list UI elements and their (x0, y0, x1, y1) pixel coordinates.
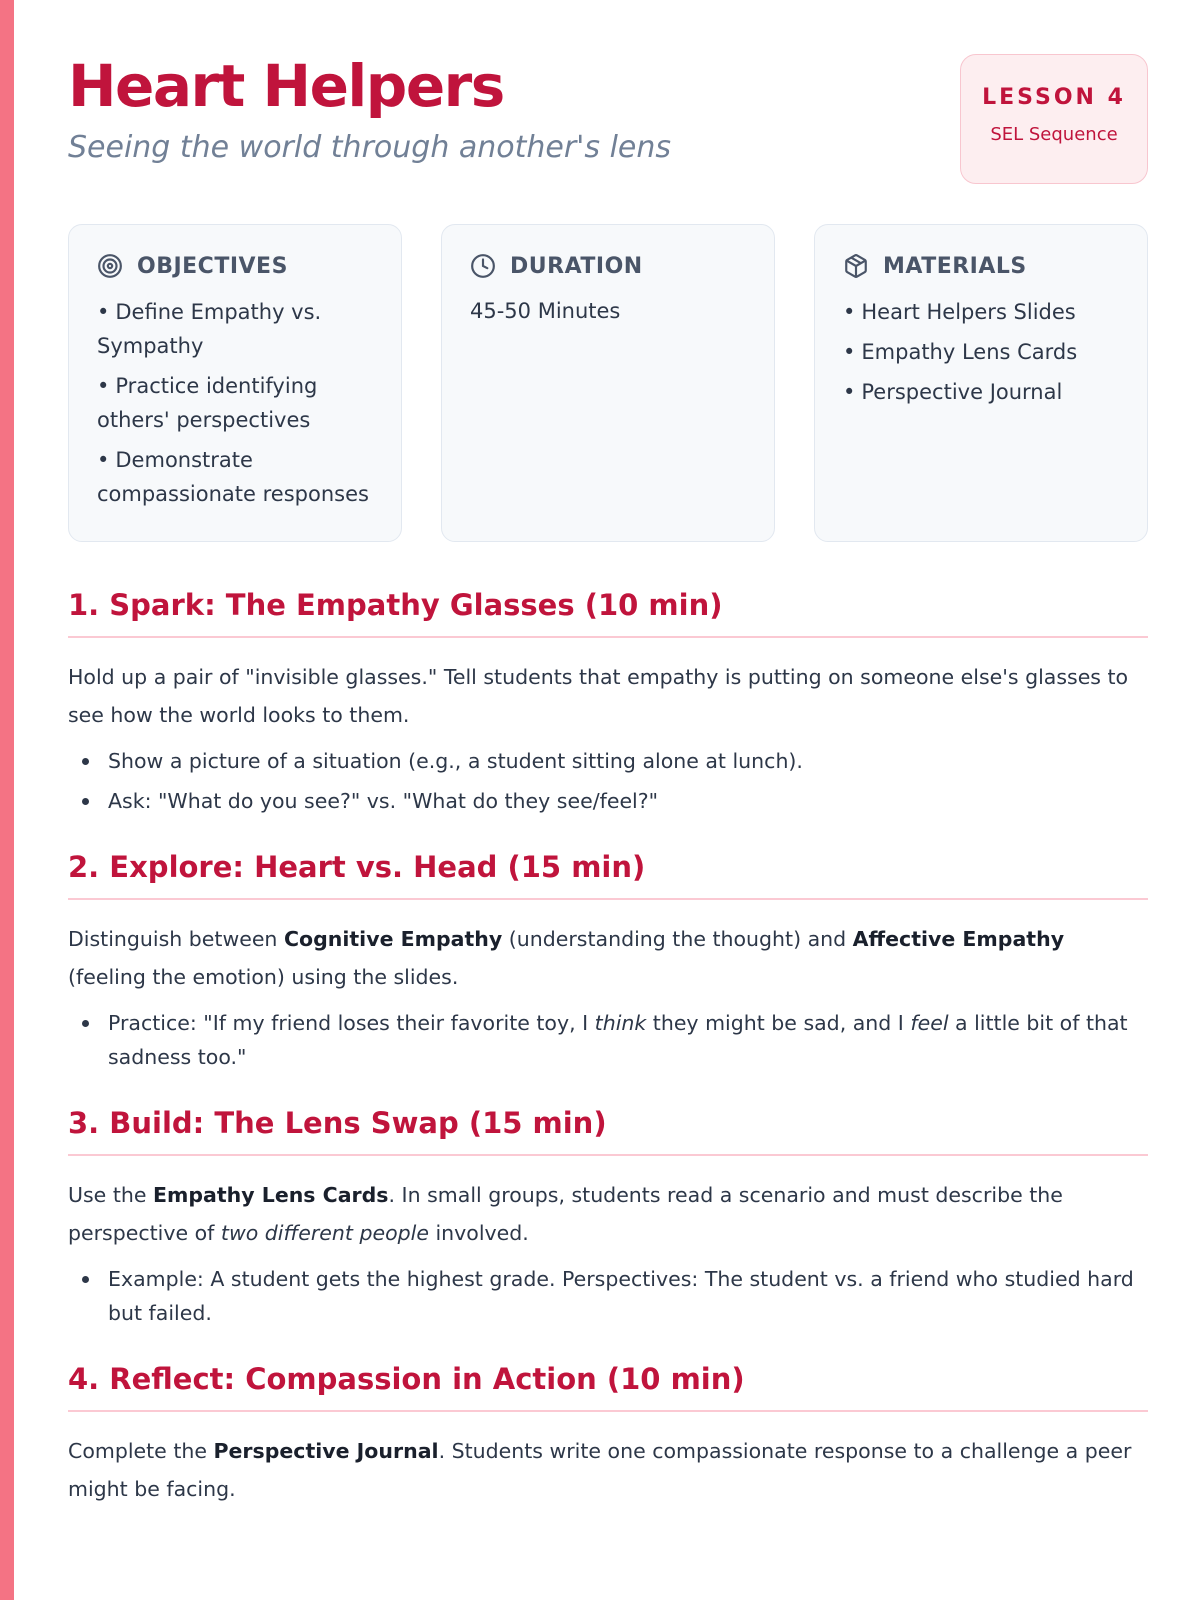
materials-list (843, 295, 1119, 409)
objectives-title: OBJECTIVES (137, 253, 288, 279)
lesson-type: SEL Sequence (990, 124, 1118, 145)
text-run: Distinguish between (68, 927, 284, 951)
text-run: . Students write one compassionate response to a challenge a peer might be facing. (68, 1439, 1132, 1501)
material-item: • Empathy Lens Cards (843, 335, 1119, 369)
section-bullets (68, 1006, 1148, 1074)
lesson-sections (68, 588, 1148, 1540)
italic-term: feel (910, 1011, 949, 1035)
bold-term: Affective Empathy (852, 927, 1065, 951)
materials-title: MATERIALS (883, 253, 1027, 279)
box-icon (843, 253, 869, 279)
section-title: 1. Spark: The Empathy Glasses (10 min) (68, 588, 1148, 638)
material-item: • Heart Helpers Slides (843, 295, 1119, 329)
section-paragraph (68, 1176, 1148, 1252)
text-run: Practice: "If my friend loses their favorite toy, I (108, 1011, 595, 1035)
section-build (68, 1106, 1148, 1330)
text-run: Complete the (68, 1439, 214, 1463)
text-run: Ask: "What do you see?" vs. "What do they see/feel?" (108, 789, 659, 813)
bullet-item (68, 1262, 1148, 1330)
lesson-number: LESSON 4 (982, 85, 1126, 110)
section-bullets (68, 744, 1148, 818)
objective-item: • Demonstrate compassionate responses (97, 443, 373, 511)
bullet-item (68, 784, 1148, 818)
text-run: (understanding the thought) and (502, 927, 853, 951)
section-spark (68, 588, 1148, 818)
bullet-item (68, 1006, 1148, 1074)
overview-cards (68, 224, 1148, 542)
text-run: Hold up a pair of "invisible glasses." Tell students that empathy is putting on someone else's glasses to see how the world looks to them. (68, 665, 1129, 727)
duration-title: DURATION (510, 253, 643, 279)
lesson-header (68, 0, 1148, 200)
italic-term: think (594, 1011, 647, 1035)
section-title: 2. Explore: Heart vs. Head (15 min) (68, 850, 1148, 900)
section-paragraph (68, 658, 1148, 734)
text-run: they might be sad, and I (646, 1011, 911, 1035)
bold-term: Cognitive Empathy (283, 927, 503, 951)
bullet-item (68, 744, 1148, 778)
section-paragraph (68, 1432, 1148, 1508)
text-run: Show a picture of a situation (e.g., a student sitting alone at lunch). (108, 749, 803, 773)
text-run: (feeling the emotion) using the slides. (68, 965, 459, 989)
text-run: . In small groups, students read a scenario and must describe the perspective of (68, 1183, 1063, 1245)
material-item: • Perspective Journal (843, 375, 1119, 409)
page-subtitle: Seeing the world through another's lens (68, 130, 672, 165)
text-run: involved. (428, 1221, 529, 1245)
duration-card-header (470, 251, 746, 281)
section-title: 3. Build: The Lens Swap (15 min) (68, 1106, 1148, 1156)
text-run: Example: A student gets the highest grade. Perspectives: The student vs. a friend who studied hard but failed. (108, 1267, 1134, 1325)
bold-term: Perspective Journal (213, 1439, 439, 1463)
materials-card-header (843, 251, 1119, 281)
lesson-badge (960, 54, 1148, 184)
objective-item: • Practice identifying others' perspectives (97, 369, 373, 437)
bold-term: Empathy Lens Cards (152, 1183, 389, 1207)
section-explore (68, 850, 1148, 1074)
text-run: a little bit of that sadness too." (108, 1011, 1128, 1069)
lesson-page (68, 0, 1148, 1501)
materials-card (814, 224, 1148, 542)
duration-card (441, 224, 775, 542)
section-paragraph (68, 920, 1148, 996)
duration-value: 45-50 Minutes (470, 299, 621, 323)
objectives-card-header (97, 251, 373, 281)
objectives-card (68, 224, 402, 542)
left-accent-bar (0, 0, 14, 1600)
text-run: Use the (68, 1183, 153, 1207)
objective-item: • Define Empathy vs. Sympathy (97, 295, 373, 363)
target-icon (97, 253, 123, 279)
section-bullets (68, 1262, 1148, 1330)
section-title: 4. Reflect: Compassion in Action (10 min) (68, 1362, 1148, 1412)
objectives-list (97, 295, 373, 511)
page-title: Heart Helpers (68, 52, 504, 120)
italic-term: two different people (220, 1221, 429, 1245)
section-reflect (68, 1362, 1148, 1508)
clock-icon (470, 253, 496, 279)
